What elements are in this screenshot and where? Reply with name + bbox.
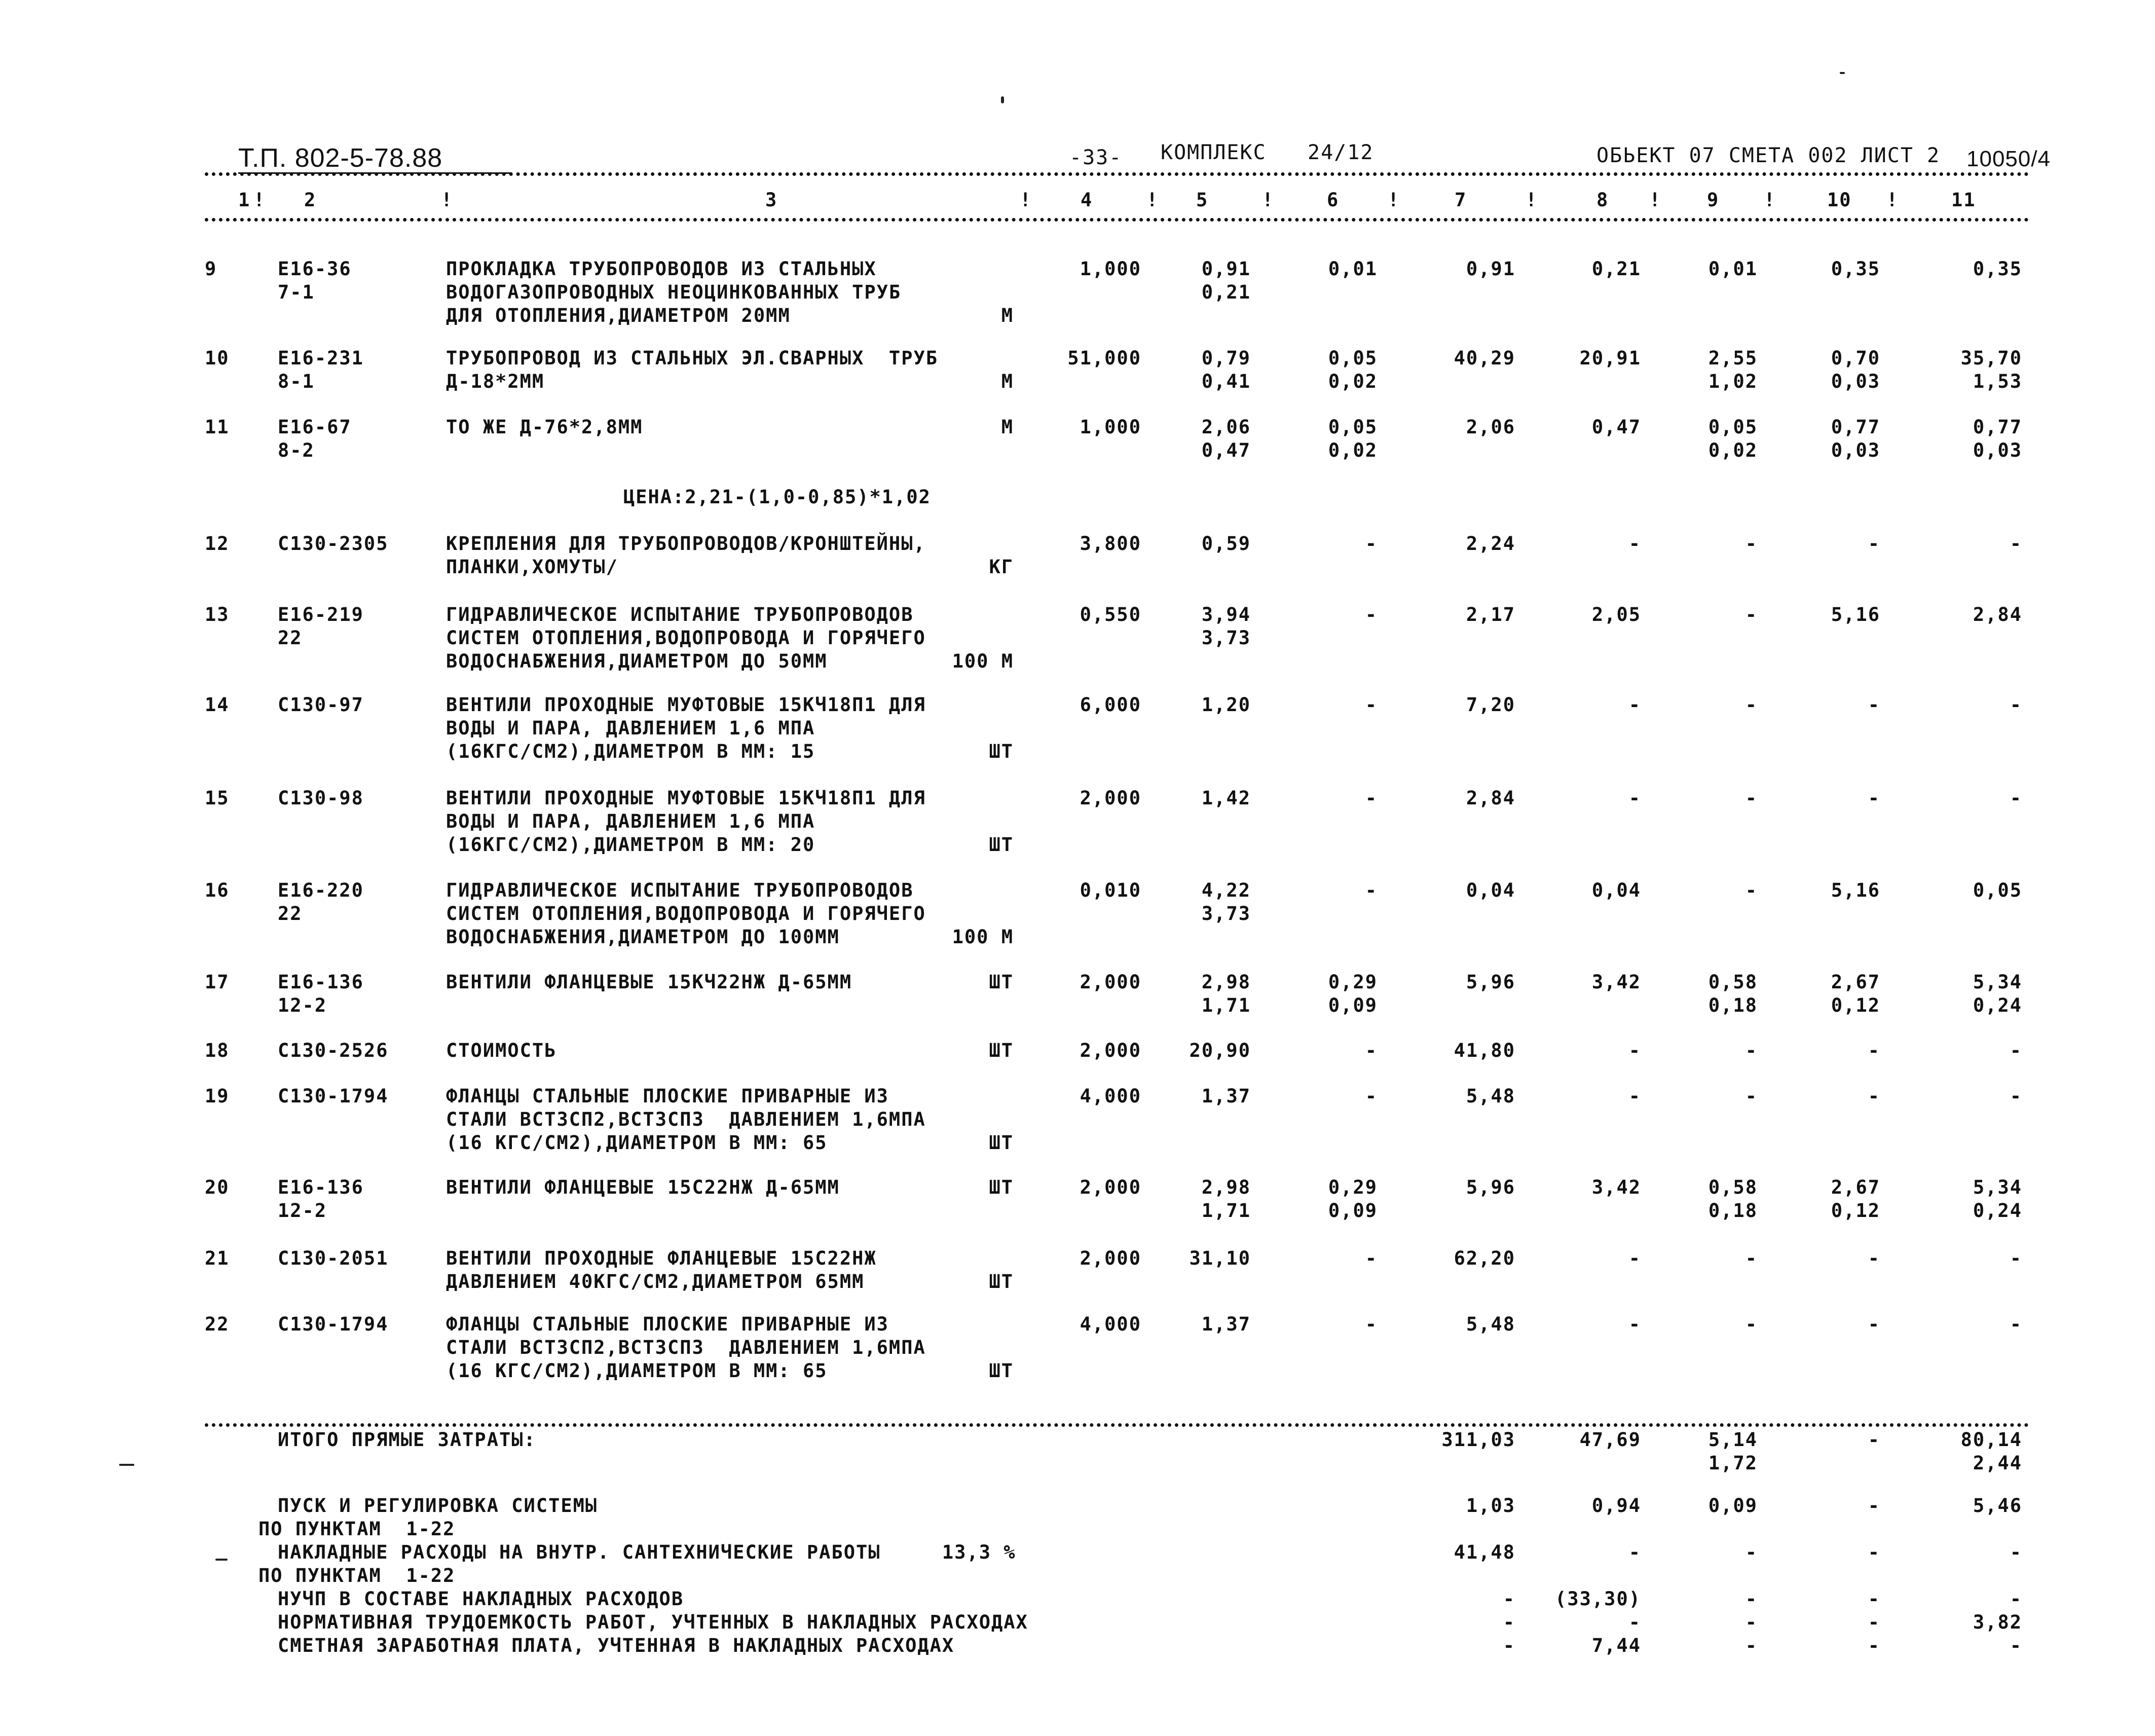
cell-c6: - xyxy=(1365,1040,1378,1061)
column-header-4: 4 xyxy=(1081,189,1093,211)
cell-c11: 0,24 xyxy=(1973,1200,2022,1222)
work-description: ВОДОСНАБЖЕНИЯ,ДИАМЕТРОМ ДО 100ММ xyxy=(446,926,840,948)
price-code: Е16-219 xyxy=(278,604,364,625)
price-code: Е16-67 xyxy=(278,416,352,438)
price-code: С130-98 xyxy=(278,787,364,809)
footer-c7: 1,03 xyxy=(1466,1495,1515,1517)
cell-c5: 1,37 xyxy=(1201,1085,1251,1107)
cell-c10: 0,70 xyxy=(1831,347,1880,369)
row-number: 15 xyxy=(205,787,230,809)
column-divider: ! xyxy=(1020,189,1032,211)
column-header-1: 1 xyxy=(238,189,251,211)
footer-c10: - xyxy=(1868,1611,1880,1633)
cell-c5: 3,73 xyxy=(1201,903,1251,925)
price-code: 8-1 xyxy=(278,371,315,392)
work-description: ГИДРАВЛИЧЕСКОЕ ИСПЫТАНИЕ ТРУБОПРОВОДОВ xyxy=(446,879,914,901)
cell-c7: 62,20 xyxy=(1454,1247,1515,1269)
work-description: ВЕНТИЛИ ФЛАНЦЕВЫЕ 15С22НЖ Д-65ММ xyxy=(446,1176,840,1198)
unit-of-measure: М xyxy=(1001,416,1014,438)
cell-c10: 0,12 xyxy=(1831,994,1880,1016)
cell-c6: 0,29 xyxy=(1328,1176,1378,1198)
cell-c4: 1,000 xyxy=(1080,416,1141,438)
row-number: 14 xyxy=(205,694,230,716)
cell-c8: - xyxy=(1628,694,1641,716)
cell-c5: 1,71 xyxy=(1201,994,1251,1016)
cell-c5: 1,20 xyxy=(1201,694,1251,716)
cell-c5: 0,79 xyxy=(1201,347,1251,369)
totals-c9: 5,14 xyxy=(1708,1429,1758,1451)
unit-of-measure: КГ xyxy=(989,556,1014,578)
cell-c10: 0,03 xyxy=(1831,371,1880,392)
column-header-6: 6 xyxy=(1327,189,1340,211)
unit-of-measure: ШТ xyxy=(989,1176,1014,1198)
work-description: ДЛЯ ОТОПЛЕНИЯ,ДИАМЕТРОМ 20ММ xyxy=(446,305,791,326)
work-description: (16КГС/СМ2),ДИАМЕТРОМ В ММ: 20 xyxy=(446,834,815,856)
cell-c11: 5,34 xyxy=(1973,1176,2022,1198)
work-description: ВЕНТИЛИ ПРОХОДНЫЕ МУФТОВЫЕ 15КЧ18П1 ДЛЯ xyxy=(446,694,926,716)
row-number: 22 xyxy=(205,1313,230,1335)
cell-c6: 0,01 xyxy=(1328,258,1378,280)
row-number: 11 xyxy=(205,416,230,438)
cell-c5: 0,21 xyxy=(1201,281,1251,303)
totals-label: ИТОГО ПРЯМЫЕ ЗАТРАТЫ: xyxy=(278,1429,536,1451)
cell-c9: 0,05 xyxy=(1708,416,1758,438)
cell-c8: - xyxy=(1628,1085,1641,1107)
work-description: (16 КГС/СМ2),ДИАМЕТРОМ В ММ: 65 xyxy=(446,1360,828,1382)
row-number: 17 xyxy=(205,971,230,993)
cell-c6: - xyxy=(1365,1313,1378,1335)
row-number: 13 xyxy=(205,604,230,625)
column-header-10: 10 xyxy=(1827,189,1852,211)
column-divider: ! xyxy=(253,189,266,211)
cell-c8: - xyxy=(1628,1313,1641,1335)
cell-c7: 0,91 xyxy=(1466,258,1515,280)
footer-label: СМЕТНАЯ ЗАРАБОТНАЯ ПЛАТА, УЧТЕННАЯ В НАКЛАДНЫХ РАСХОДАХ xyxy=(278,1635,955,1656)
cell-c10: - xyxy=(1868,787,1880,809)
cell-c4: 2,000 xyxy=(1080,971,1141,993)
cell-c4: 3,800 xyxy=(1080,533,1141,555)
cell-c5: 3,73 xyxy=(1201,627,1251,649)
column-header-2: 2 xyxy=(304,189,317,211)
cell-c5: 0,47 xyxy=(1201,439,1251,461)
work-description: ВОДОГАЗОПРОВОДНЫХ НЕОЦИНКОВАННЫХ ТРУБ xyxy=(446,281,902,303)
cell-c6: 0,02 xyxy=(1328,371,1378,392)
cell-c11: - xyxy=(2010,1040,2022,1061)
footer-c10: - xyxy=(1868,1588,1880,1610)
price-code: С130-2305 xyxy=(278,533,389,555)
cell-c5: 0,41 xyxy=(1201,371,1251,392)
totals-c10: - xyxy=(1868,1429,1880,1451)
work-description: ВОДОСНАБЖЕНИЯ,ДИАМЕТРОМ ДО 50ММ xyxy=(446,650,828,672)
cell-c4: 4,000 xyxy=(1080,1085,1141,1107)
footer-label: ПО ПУНКТАМ 1-22 xyxy=(258,1565,456,1586)
cell-c6: - xyxy=(1365,604,1378,625)
project-number: Т.П. 802-5-78.88 xyxy=(238,143,443,173)
footer-c9: - xyxy=(1745,1635,1758,1656)
work-description: ВЕНТИЛИ ПРОХОДНЫЕ МУФТОВЫЕ 15КЧ18П1 ДЛЯ xyxy=(446,787,926,809)
cell-c11: - xyxy=(2010,1313,2022,1335)
footer-c8: (33,30) xyxy=(1555,1588,1641,1610)
price-code: 22 xyxy=(278,903,303,925)
cell-c7: 5,48 xyxy=(1466,1085,1515,1107)
column-divider: ! xyxy=(1262,189,1275,211)
cell-c11: 0,24 xyxy=(1973,994,2022,1016)
unit-of-measure: ШТ xyxy=(989,1040,1014,1061)
footer-c11: - xyxy=(2010,1635,2022,1656)
footer-c11: - xyxy=(2010,1541,2022,1563)
cell-c8: 3,42 xyxy=(1591,1176,1641,1198)
cell-c8: 2,05 xyxy=(1591,604,1641,625)
footer-c11: 5,46 xyxy=(1973,1495,2022,1517)
work-description: ГИДРАВЛИЧЕСКОЕ ИСПЫТАНИЕ ТРУБОПРОВОДОВ xyxy=(446,604,914,625)
footer-c8: 7,44 xyxy=(1591,1635,1641,1656)
cell-c8: 20,91 xyxy=(1579,347,1641,369)
page-number: -33- xyxy=(1069,146,1123,169)
cell-c8: - xyxy=(1628,1040,1641,1061)
cell-c6: - xyxy=(1365,879,1378,901)
cell-c11: 0,77 xyxy=(1973,416,2022,438)
unit-of-measure: 100 М xyxy=(952,650,1014,672)
doc-code: 10050/4 xyxy=(1966,146,2051,171)
footer-c9: - xyxy=(1745,1541,1758,1563)
cell-c9: 0,58 xyxy=(1708,971,1758,993)
cell-c6: 0,02 xyxy=(1328,439,1378,461)
row-number: 18 xyxy=(205,1040,230,1061)
work-description: ТО ЖЕ Д-76*2,8ММ xyxy=(446,416,643,438)
scan-speck xyxy=(1001,96,1004,103)
unit-of-measure: ШТ xyxy=(989,1360,1014,1382)
unit-of-measure: ШТ xyxy=(989,1132,1014,1154)
price-code: С130-2051 xyxy=(278,1247,389,1269)
cell-c6: 0,09 xyxy=(1328,1200,1378,1222)
cell-c5: 2,06 xyxy=(1201,416,1251,438)
column-header-11: 11 xyxy=(1951,189,1976,211)
cell-c9: 0,18 xyxy=(1708,1200,1758,1222)
price-note: ЦЕНА:2,21-(1,0-0,85)*1,02 xyxy=(623,486,931,508)
price-code: С130-97 xyxy=(278,694,364,716)
cell-c5: 1,71 xyxy=(1201,1200,1251,1222)
work-description: СИСТЕМ ОТОПЛЕНИЯ,ВОДОПРОВОДА И ГОРЯЧЕГО xyxy=(446,627,926,649)
cell-c11: 1,53 xyxy=(1973,371,2022,392)
cell-c10: - xyxy=(1868,1085,1880,1107)
cell-c11: 5,34 xyxy=(1973,971,2022,993)
work-description: ФЛАНЦЫ СТАЛЬНЫЕ ПЛОСКИЕ ПРИВАРНЫЕ ИЗ xyxy=(446,1085,889,1107)
unit-of-measure: 100 М xyxy=(952,926,1014,948)
work-description: ФЛАНЦЫ СТАЛЬНЫЕ ПЛОСКИЕ ПРИВАРНЫЕ ИЗ xyxy=(446,1313,889,1335)
cell-c5: 0,59 xyxy=(1201,533,1251,555)
cell-c5: 4,22 xyxy=(1201,879,1251,901)
cell-c4: 2,000 xyxy=(1080,1176,1141,1198)
cell-c11: 35,70 xyxy=(1960,347,2022,369)
cell-c10: 2,67 xyxy=(1831,1176,1880,1198)
cell-c9: - xyxy=(1745,1313,1758,1335)
price-code: Е16-136 xyxy=(278,971,364,993)
row-number: 10 xyxy=(205,347,230,369)
cell-c6: - xyxy=(1365,787,1378,809)
cell-c7: 40,29 xyxy=(1454,347,1515,369)
footer-c11: 3,82 xyxy=(1973,1611,2022,1633)
price-code: 12-2 xyxy=(278,994,327,1016)
cell-c6: 0,29 xyxy=(1328,971,1378,993)
scan-speck xyxy=(215,1559,228,1561)
cell-c9: 2,55 xyxy=(1708,347,1758,369)
cell-c5: 3,94 xyxy=(1201,604,1251,625)
cell-c7: 5,96 xyxy=(1466,1176,1515,1198)
cell-c7: 0,04 xyxy=(1466,879,1515,901)
cell-c8: - xyxy=(1628,787,1641,809)
cell-c4: 1,000 xyxy=(1080,258,1141,280)
footer-label: НОРМАТИВНАЯ ТРУДОЕМКОСТЬ РАБОТ, УЧТЕННЫХ В НАКЛАДНЫХ РАСХОДАХ xyxy=(278,1611,1028,1633)
cell-c4: 0,550 xyxy=(1080,604,1141,625)
cell-c10: - xyxy=(1868,1247,1880,1269)
column-header-5: 5 xyxy=(1196,189,1209,211)
cell-c10: - xyxy=(1868,1313,1880,1335)
cell-c9: - xyxy=(1745,1247,1758,1269)
totals-separator xyxy=(205,1423,2029,1427)
work-description: ДАВЛЕНИЕМ 40КГС/СМ2,ДИАМЕТРОМ 65ММ xyxy=(446,1271,865,1292)
price-code: 7-1 xyxy=(278,281,315,303)
footer-c9: - xyxy=(1745,1611,1758,1633)
footer-label: НАКЛАДНЫЕ РАСХОДЫ НА ВНУТР. САНТЕХНИЧЕСКИЕ РАБОТЫ 13,3 % xyxy=(278,1541,1016,1563)
footer-label: ПО ПУНКТАМ 1-22 xyxy=(258,1518,456,1540)
totals-c11: 80,14 xyxy=(1960,1429,2022,1451)
footer-label: НУЧП В СОСТАВЕ НАКЛАДНЫХ РАСХОДОВ xyxy=(278,1588,684,1610)
cell-c10: 0,35 xyxy=(1831,258,1880,280)
footer-c7: - xyxy=(1503,1611,1515,1633)
cell-c9: - xyxy=(1745,533,1758,555)
cell-c6: - xyxy=(1365,694,1378,716)
row-number: 20 xyxy=(205,1176,230,1198)
cell-c5: 1,42 xyxy=(1201,787,1251,809)
cell-c6: - xyxy=(1365,1247,1378,1269)
work-description: (16КГС/СМ2),ДИАМЕТРОМ В ММ: 15 xyxy=(446,741,815,762)
unit-of-measure: ШТ xyxy=(989,741,1014,762)
cell-c11: - xyxy=(2010,787,2022,809)
object-info: ОБЬЕКТ 07 СМЕТА 002 ЛИСТ 2 xyxy=(1596,144,1941,167)
column-divider: ! xyxy=(441,189,454,211)
price-code: Е16-136 xyxy=(278,1176,364,1198)
work-description: СТАЛИ ВСТ3СП2,ВСТ3СП3 ДАВЛЕНИЕМ 1,6МПА xyxy=(446,1109,926,1130)
work-description: КРЕПЛЕНИЯ ДЛЯ ТРУБОПРОВОДОВ/КРОНШТЕЙНЫ, xyxy=(446,533,926,555)
cell-c9: - xyxy=(1745,694,1758,716)
cell-c10: 5,16 xyxy=(1831,604,1880,625)
cell-c11: 2,84 xyxy=(1973,604,2022,625)
cell-c6: 0,05 xyxy=(1328,347,1378,369)
footer-c10: - xyxy=(1868,1541,1880,1563)
cell-c10: 5,16 xyxy=(1831,879,1880,901)
cell-c5: 2,98 xyxy=(1201,1176,1251,1198)
cell-c11: - xyxy=(2010,1085,2022,1107)
cell-c4: 2,000 xyxy=(1080,787,1141,809)
column-header-3: 3 xyxy=(765,189,778,211)
cell-c8: 3,42 xyxy=(1591,971,1641,993)
work-description: ВОДЫ И ПАРА, ДАВЛЕНИЕМ 1,6 МПА xyxy=(446,717,815,739)
price-code: С130-1794 xyxy=(278,1085,389,1107)
footer-c7: - xyxy=(1503,1635,1515,1656)
cell-c4: 2,000 xyxy=(1080,1040,1141,1061)
column-header-8: 8 xyxy=(1596,189,1609,211)
cell-c8: 0,04 xyxy=(1591,879,1641,901)
footer-c8: 0,94 xyxy=(1591,1495,1641,1517)
footer-c9: 0,09 xyxy=(1708,1495,1758,1517)
cell-c6: - xyxy=(1365,1085,1378,1107)
cell-c10: 2,67 xyxy=(1831,971,1880,993)
work-description: СТОИМОСТЬ xyxy=(446,1040,557,1061)
column-divider: ! xyxy=(1886,189,1899,211)
price-code: 22 xyxy=(278,627,303,649)
footer-c8: - xyxy=(1628,1611,1641,1633)
work-description: (16 КГС/СМ2),ДИАМЕТРОМ В ММ: 65 xyxy=(446,1132,828,1154)
cell-c10: 0,12 xyxy=(1831,1200,1880,1222)
work-description: СИСТЕМ ОТОПЛЕНИЯ,ВОДОПРОВОДА И ГОРЯЧЕГО xyxy=(446,903,926,925)
unit-of-measure: ШТ xyxy=(989,971,1014,993)
complex-number: 24/12 xyxy=(1308,141,1374,164)
cell-c11: - xyxy=(2010,1247,2022,1269)
price-code: С130-2526 xyxy=(278,1040,389,1061)
cell-c9: - xyxy=(1745,879,1758,901)
cell-c9: 1,02 xyxy=(1708,371,1758,392)
cell-c4: 6,000 xyxy=(1080,694,1141,716)
footer-c10: - xyxy=(1868,1635,1880,1656)
footer-c8: - xyxy=(1628,1541,1641,1563)
header-top-separator xyxy=(205,172,2029,176)
cell-c4: 2,000 xyxy=(1080,1247,1141,1269)
footer-label: ПУСК И РЕГУЛИРОВКА СИСТЕМЫ xyxy=(278,1495,598,1517)
work-description: ВЕНТИЛИ ФЛАНЦЕВЫЕ 15КЧ22НЖ Д-65ММ xyxy=(446,971,852,993)
row-number: 21 xyxy=(205,1247,230,1269)
price-code: Е16-220 xyxy=(278,879,364,901)
work-description: ПЛАНКИ,ХОМУТЫ/ xyxy=(446,556,618,578)
row-number: 12 xyxy=(205,533,230,555)
price-code: С130-1794 xyxy=(278,1313,389,1335)
cell-c9: 0,58 xyxy=(1708,1176,1758,1198)
footer-c7: - xyxy=(1503,1588,1515,1610)
column-header-7: 7 xyxy=(1455,189,1467,211)
cell-c9: - xyxy=(1745,604,1758,625)
cell-c9: - xyxy=(1745,787,1758,809)
cell-c7: 2,24 xyxy=(1466,533,1515,555)
column-divider: ! xyxy=(1764,189,1776,211)
footer-c10: - xyxy=(1868,1495,1880,1517)
cell-c5: 1,37 xyxy=(1201,1313,1251,1335)
cell-c8: - xyxy=(1628,533,1641,555)
cell-c4: 51,000 xyxy=(1067,347,1141,369)
complex-label: КОМПЛЕКС xyxy=(1161,141,1267,164)
cell-c9: - xyxy=(1745,1085,1758,1107)
footer-c11: - xyxy=(2010,1588,2022,1610)
cell-c11: 0,35 xyxy=(1973,258,2022,280)
cell-c4: 0,010 xyxy=(1080,879,1141,901)
cell-c10: 0,03 xyxy=(1831,439,1880,461)
cell-c5: 31,10 xyxy=(1189,1247,1251,1269)
work-description: ВОДЫ И ПАРА, ДАВЛЕНИЕМ 1,6 МПА xyxy=(446,810,815,832)
cell-c6: 0,09 xyxy=(1328,994,1378,1016)
cell-c7: 2,17 xyxy=(1466,604,1515,625)
price-code: 8-2 xyxy=(278,439,315,461)
cell-c7: 5,48 xyxy=(1466,1313,1515,1335)
unit-of-measure: М xyxy=(1001,305,1014,326)
price-code: Е16-36 xyxy=(278,258,352,280)
unit-of-measure: М xyxy=(1001,371,1014,392)
row-number: 16 xyxy=(205,879,230,901)
cell-c4: 4,000 xyxy=(1080,1313,1141,1335)
totals-c7: 311,03 xyxy=(1441,1429,1515,1451)
column-header-9: 9 xyxy=(1707,189,1720,211)
work-description: ТРУБОПРОВОД ИЗ СТАЛЬНЫХ ЭЛ.СВАРНЫХ ТРУБ xyxy=(446,347,939,369)
cell-c6: 0,05 xyxy=(1328,416,1378,438)
row-number: 9 xyxy=(205,258,217,280)
cell-c8: - xyxy=(1628,1247,1641,1269)
totals-c11: 2,44 xyxy=(1973,1452,2022,1474)
unit-of-measure: ШТ xyxy=(989,834,1014,856)
column-divider: ! xyxy=(1146,189,1159,211)
cell-c7: 2,84 xyxy=(1466,787,1515,809)
column-divider: ! xyxy=(1388,189,1400,211)
row-number: 19 xyxy=(205,1085,230,1107)
scan-speck xyxy=(1840,72,1845,74)
cell-c7: 41,80 xyxy=(1454,1040,1515,1061)
price-code: 12-2 xyxy=(278,1200,327,1222)
scan-speck xyxy=(119,1464,134,1466)
cell-c11: 0,03 xyxy=(1973,439,2022,461)
cell-c9: 0,18 xyxy=(1708,994,1758,1016)
footer-c9: - xyxy=(1745,1588,1758,1610)
header-bottom-separator xyxy=(205,218,2029,221)
totals-c9: 1,72 xyxy=(1708,1452,1758,1474)
work-description: СТАЛИ ВСТ3СП2,ВСТ3СП3 ДАВЛЕНИЕМ 1,6МПА xyxy=(446,1337,926,1358)
cell-c9: 0,02 xyxy=(1708,439,1758,461)
cell-c8: 0,47 xyxy=(1591,416,1641,438)
cell-c6: - xyxy=(1365,533,1378,555)
cell-c5: 20,90 xyxy=(1189,1040,1251,1061)
cell-c7: 5,96 xyxy=(1466,971,1515,993)
cell-c5: 2,98 xyxy=(1201,971,1251,993)
cell-c10: - xyxy=(1868,694,1880,716)
unit-of-measure: ШТ xyxy=(989,1271,1014,1292)
cell-c5: 0,91 xyxy=(1201,258,1251,280)
work-description: ПРОКЛАДКА ТРУБОПРОВОДОВ ИЗ СТАЛЬНЫХ xyxy=(446,258,877,280)
price-code: Е16-231 xyxy=(278,347,364,369)
work-description: ВЕНТИЛИ ПРОХОДНЫЕ ФЛАНЦЕВЫЕ 15С22НЖ xyxy=(446,1247,877,1269)
column-divider: ! xyxy=(1649,189,1662,211)
cell-c11: - xyxy=(2010,533,2022,555)
cell-c9: 0,01 xyxy=(1708,258,1758,280)
cell-c7: 7,20 xyxy=(1466,694,1515,716)
cell-c9: - xyxy=(1745,1040,1758,1061)
cell-c8: 0,21 xyxy=(1591,258,1641,280)
column-divider: ! xyxy=(1526,189,1538,211)
cell-c11: - xyxy=(2010,694,2022,716)
cell-c7: 2,06 xyxy=(1466,416,1515,438)
cell-c10: - xyxy=(1868,1040,1880,1061)
totals-c8: 47,69 xyxy=(1579,1429,1641,1451)
work-description: Д-18*2ММ xyxy=(446,371,545,392)
cell-c11: 0,05 xyxy=(1973,879,2022,901)
footer-c7: 41,48 xyxy=(1454,1541,1515,1563)
cell-c10: 0,77 xyxy=(1831,416,1880,438)
cell-c10: - xyxy=(1868,533,1880,555)
